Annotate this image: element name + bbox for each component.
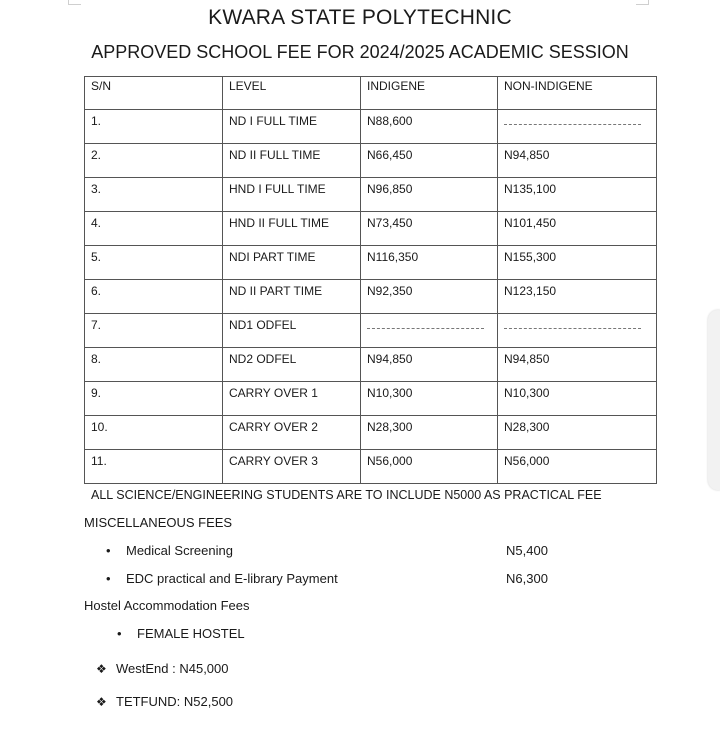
bullet-icon: • [106, 571, 111, 586]
diamond-bullet-icon: ❖ [96, 662, 107, 676]
table-row [85, 280, 657, 314]
cell-sn: 7. [85, 314, 223, 348]
table-row [85, 212, 657, 246]
hostel-fee-item [96, 694, 233, 709]
cell-indigene: N10,300 [361, 382, 498, 416]
cell-non-indigene [498, 314, 657, 348]
cell-level: ND1 ODFEL [223, 314, 361, 348]
practical-fee-note: ALL SCIENCE/ENGINEERING STUDENTS ARE TO INCLUDE N5000 AS PRACTICAL FEE [91, 488, 602, 502]
cell-level: CARRY OVER 1 [223, 382, 361, 416]
cell-non-indigene: N94,850 [498, 348, 657, 382]
bullet-icon: • [106, 543, 111, 558]
cell-indigene: N116,350 [361, 246, 498, 280]
cell-non-indigene [498, 110, 657, 144]
cell-indigene: N88,600 [361, 110, 498, 144]
hostel-fees-heading: Hostel Accommodation Fees [84, 598, 250, 613]
cell-sn: 10. [85, 416, 223, 450]
column-header-level: LEVEL [223, 77, 361, 110]
cell-indigene [361, 314, 498, 348]
table-row [85, 110, 657, 144]
misc-fees-heading: MISCELLANEOUS FEES [84, 515, 233, 530]
cell-level: NDI PART TIME [223, 246, 361, 280]
cell-non-indigene: N135,100 [498, 178, 657, 212]
hostel-category-label: FEMALE HOSTEL [137, 626, 245, 641]
dash-placeholder [504, 328, 641, 329]
diamond-bullet-icon: ❖ [96, 695, 107, 709]
cell-non-indigene: N155,300 [498, 246, 657, 280]
table-row [85, 144, 657, 178]
document-subtitle: APPROVED SCHOOL FEE FOR 2024/2025 ACADEMIC SESSION [91, 42, 629, 62]
table-row [85, 382, 657, 416]
hostel-fee-label: TETFUND: N52,500 [116, 694, 234, 709]
column-header-non-indigene: NON-INDIGENE [498, 77, 657, 110]
cell-level: ND II FULL TIME [223, 144, 361, 178]
cell-indigene: N96,850 [361, 178, 498, 212]
dash-placeholder [504, 124, 641, 125]
misc-fee-amount: N6,300 [506, 571, 548, 586]
misc-fee-label: EDC practical and E-library Payment [126, 571, 338, 586]
hostel-category [117, 626, 245, 641]
document-title: KWARA STATE POLYTECHNIC [208, 6, 512, 29]
table-row [85, 314, 657, 348]
table-row [85, 450, 657, 484]
table-row [85, 246, 657, 280]
cell-non-indigene: N123,150 [498, 280, 657, 314]
cell-level: ND I FULL TIME [223, 110, 361, 144]
cell-sn: 4. [85, 212, 223, 246]
table-row [85, 348, 657, 382]
fee-table [84, 76, 657, 484]
cell-non-indigene: N94,850 [498, 144, 657, 178]
cell-sn: 3. [85, 178, 223, 212]
hostel-fee-item [96, 661, 229, 676]
page-corner-mark-left [68, 0, 81, 5]
cell-level: HND I FULL TIME [223, 178, 361, 212]
page-corner-mark-right [636, 0, 649, 5]
column-header-sn: S/N [85, 77, 223, 110]
dash-placeholder [367, 328, 484, 329]
cell-indigene: N56,000 [361, 450, 498, 484]
cell-indigene: N28,300 [361, 416, 498, 450]
cell-indigene: N66,450 [361, 144, 498, 178]
column-header-indigene: INDIGENE [361, 77, 498, 110]
cell-non-indigene: N28,300 [498, 416, 657, 450]
table-header-row [85, 77, 657, 110]
cell-non-indigene: N101,450 [498, 212, 657, 246]
cell-non-indigene: N10,300 [498, 382, 657, 416]
misc-fee-item [106, 543, 566, 558]
cell-sn: 11. [85, 450, 223, 484]
cell-indigene: N92,350 [361, 280, 498, 314]
cell-level: ND II PART TIME [223, 280, 361, 314]
cell-level: CARRY OVER 3 [223, 450, 361, 484]
misc-fee-item [106, 571, 566, 586]
misc-fee-label: Medical Screening [126, 543, 233, 558]
table-row [85, 416, 657, 450]
cell-sn: 9. [85, 382, 223, 416]
cell-sn: 8. [85, 348, 223, 382]
misc-fee-amount: N5,400 [506, 543, 548, 558]
bullet-icon: • [117, 626, 122, 641]
cell-indigene: N94,850 [361, 348, 498, 382]
cell-level: HND II FULL TIME [223, 212, 361, 246]
table-row [85, 178, 657, 212]
cell-non-indigene: N56,000 [498, 450, 657, 484]
cell-sn: 5. [85, 246, 223, 280]
cell-sn: 6. [85, 280, 223, 314]
cell-indigene: N73,450 [361, 212, 498, 246]
cell-level: CARRY OVER 2 [223, 416, 361, 450]
cell-level: ND2 ODFEL [223, 348, 361, 382]
cell-sn: 2. [85, 144, 223, 178]
scroll-handle[interactable] [708, 310, 720, 490]
cell-sn: 1. [85, 110, 223, 144]
hostel-fee-label: WestEnd : N45,000 [116, 661, 229, 676]
